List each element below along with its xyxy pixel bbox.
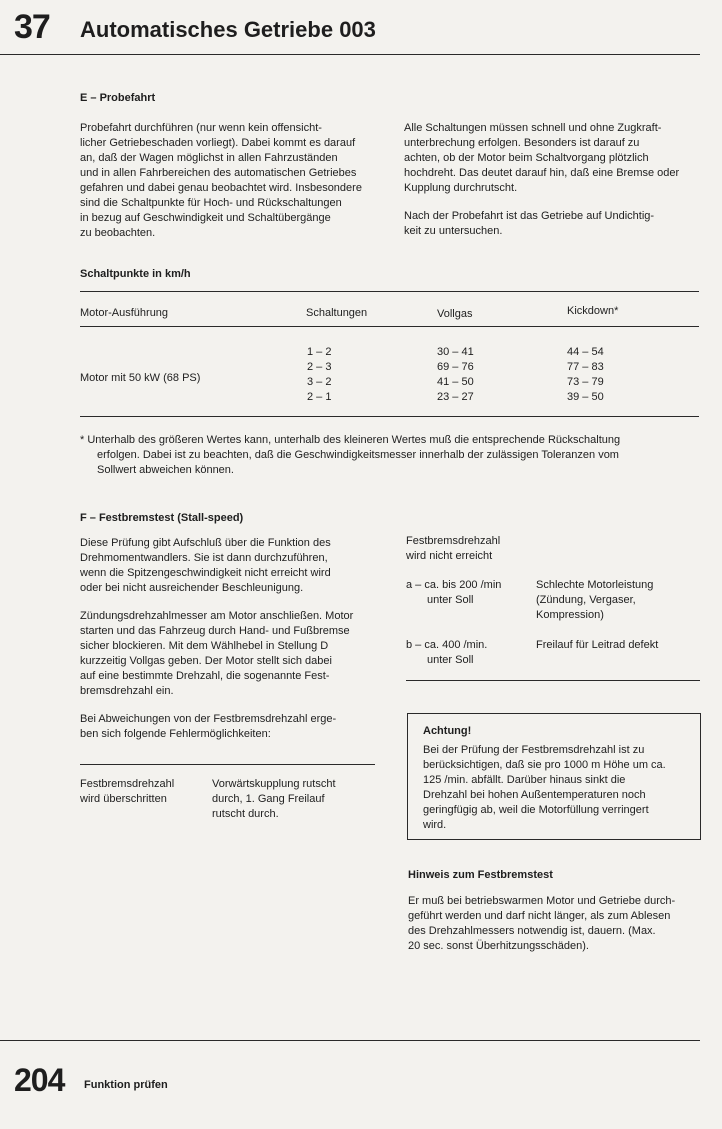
column-header-kickdown: Kickdown* (567, 305, 619, 317)
text-line: in bezug auf Geschwindigkeit und Schaltübergänge (80, 212, 331, 224)
fault-rule-left (80, 764, 375, 765)
table-cell: 69 – 76 (437, 361, 474, 373)
text-line: 125 /min. abfällt. Darüber hinaus sinkt die (423, 774, 626, 786)
text-line: Nach der Probefahrt ist das Getriebe auf Undichtig- (404, 210, 655, 222)
text-line: gefahren und dabei genau beobachtet wird. Insbesondere (80, 182, 362, 194)
fault-exceeded-label (80, 777, 174, 807)
table-cell: 23 – 27 (437, 391, 474, 403)
text-line: Bei der Prüfung der Festbremsdrehzahl ist zu (423, 744, 645, 756)
footer-rule (0, 1040, 700, 1041)
text-line: Drehzahl bei hohen Außentemperaturen noch (423, 789, 646, 801)
section-e-left-text (80, 121, 400, 241)
text-line: oder bei nicht ausreichender Beschleunigung. (80, 582, 304, 594)
text-line: Schlechte Motorleistung (536, 579, 654, 591)
table-bottom-rule (80, 416, 699, 417)
case-a-label (406, 578, 501, 608)
text-line: Vorwärtskupplung rutscht (212, 778, 336, 790)
motor-cell: Motor mit 50 kW (68 PS) (80, 372, 201, 384)
table-cell: 41 – 50 (437, 376, 474, 388)
text-line: Kompression) (536, 609, 604, 621)
text-line: unter Soll (427, 594, 474, 606)
table-cell: 44 – 54 (567, 346, 604, 358)
text-line: licher Getriebeschaden vorliegt). Dabei kommt es darauf (80, 137, 356, 149)
table-cell: 2 – 3 (307, 361, 332, 373)
text-line: Festbremsdrehzahl (80, 778, 175, 790)
text-line: b – ca. 400 /min. (406, 639, 488, 651)
text-line: wird nicht erreicht (406, 550, 493, 562)
vollgas-column (437, 345, 474, 405)
text-line: erfolgen. Dabei ist zu beachten, daß die Geschwindigkeitsmesser innerhalb der zulässigen Toleranzen vom (97, 449, 619, 461)
text-line: Sollwert abweichen können. (97, 464, 234, 476)
text-line: ben sich folgende Fehlermöglichkeiten: (80, 728, 271, 740)
text-line: rutscht durch. (212, 808, 279, 820)
fault-not-reached-label (406, 534, 500, 564)
section-f-procedure (80, 609, 390, 699)
column-header-motor: Motor-Ausführung (80, 307, 169, 319)
text-line: Probefahrt durchführen (nur wenn kein offensicht- (80, 122, 322, 134)
fault-rule-right (406, 680, 700, 681)
section-e-right-text (404, 121, 714, 196)
text-line: starten und das Fahrzeug durch Hand- und Fußbremse (80, 625, 350, 637)
case-b-cause (536, 638, 658, 653)
footer-label: Funktion prüfen (84, 1079, 168, 1091)
text-line: Freilauf für Leitrad defekt (536, 639, 659, 651)
chapter-number: 37 (14, 8, 50, 46)
text-line: geführt werden und darf nicht länger, als zum Ablesen (408, 910, 671, 922)
case-b-label (406, 638, 487, 668)
schaltungen-column (307, 345, 331, 405)
page-number: 204 (14, 1062, 65, 1098)
text-line: an, daß der Wagen möglichst in allen Fahrzuständen (80, 152, 338, 164)
text-line: geringfügig ab, weil die Motorfüllung verringert (423, 804, 649, 816)
text-line: wird. (423, 819, 447, 831)
text-line: achten, ob der Motor beim Schaltvorgang plötzlich (404, 152, 649, 164)
text-line: des Drehzahlmessers notwendig ist, dauern. (Max. (408, 925, 656, 937)
table-top-rule (80, 291, 699, 292)
hinweis-text (408, 894, 713, 954)
text-line: (Zündung, Vergaser, (536, 594, 636, 606)
section-f-intro (80, 536, 390, 596)
text-line: auf eine bestimmte Drehzahl, die sogenannte Fest- (80, 670, 330, 682)
table-cell: 77 – 83 (567, 361, 604, 373)
schaltpunkte-heading: Schaltpunkte in km/h (80, 268, 191, 280)
fault-exceeded-cause (212, 777, 336, 822)
column-header-schaltungen: Schaltungen (306, 307, 368, 319)
page-title: Automatisches Getriebe 003 (80, 17, 376, 42)
section-f-heading: F – Festbremstest (Stall-speed) (80, 512, 244, 524)
text-line: unter Soll (427, 654, 474, 666)
table-header-rule (80, 326, 699, 327)
text-line: wird überschritten (80, 793, 167, 805)
table-cell: 2 – 1 (307, 391, 332, 403)
text-line: Festbremsdrehzahl (406, 535, 501, 547)
text-line: kurzzeitig Vollgas geben. Der Motor stellt sich dabei (80, 655, 332, 667)
text-line: keit zu untersuchen. (404, 225, 503, 237)
text-line: Bei Abweichungen von der Festbremsdrehzahl erge- (80, 713, 337, 725)
text-line: zu beobachten. (80, 227, 156, 239)
table-cell: 1 – 2 (307, 346, 332, 358)
table-cell: 73 – 79 (567, 376, 604, 388)
section-f-deviation (80, 712, 390, 742)
text-line: hochdreht. Das deutet darauf hin, daß eine Bremse oder (404, 167, 680, 179)
achtung-box (407, 713, 701, 840)
section-e-heading: E – Probefahrt (80, 92, 156, 104)
kickdown-column (567, 345, 604, 405)
text-line: sicher blockieren. Mit dem Wählhebel in Stellung D (80, 640, 329, 652)
text-line: bremsdrehzahl ein. (80, 685, 174, 697)
table-footnote (80, 433, 710, 478)
table-cell: 39 – 50 (567, 391, 604, 403)
text-line: Drehmomentwandlers. Sie ist dann durchzuführen, (80, 552, 328, 564)
text-line: 20 sec. sonst Überhitzungsschäden). (408, 940, 589, 952)
section-e-right-note (404, 209, 714, 239)
header-rule (0, 54, 700, 55)
text-line: wenn die Spitzengeschwindigkeit nicht erreicht wird (80, 567, 331, 579)
text-line: und in allen Fahrbereichen des automatischen Getriebes (80, 167, 357, 179)
text-line: a – ca. bis 200 /min (406, 579, 502, 591)
achtung-title: Achtung! (423, 725, 472, 737)
text-line: Er muß bei betriebswarmen Motor und Getriebe durch- (408, 895, 676, 907)
text-line: durch, 1. Gang Freilauf (212, 793, 325, 805)
case-a-cause (536, 578, 653, 623)
text-line: * Unterhalb des größeren Wertes kann, unterhalb des kleineren Wertes muß die entsprechende Rückschaltung (80, 434, 621, 446)
text-line: Diese Prüfung gibt Aufschluß über die Funktion des (80, 537, 331, 549)
text-line: berücksichtigen, daß sie pro 1000 m Höhe um ca. (423, 759, 666, 771)
text-line: sind die Schaltpunkte für Hoch- und Rückschaltungen (80, 197, 342, 209)
column-header-vollgas: Vollgas (437, 308, 473, 320)
text-line: Zündungsdrehzahlmesser am Motor anschließen. Motor (80, 610, 354, 622)
table-cell: 3 – 2 (307, 376, 332, 388)
text-line: Kupplung durchrutscht. (404, 182, 518, 194)
hinweis-title: Hinweis zum Festbremstest (408, 869, 553, 881)
table-cell: 30 – 41 (437, 346, 474, 358)
text-line: Alle Schaltungen müssen schnell und ohne Zugkraft- (404, 122, 662, 134)
text-line: unterbrechung erfolgen. Besonders ist darauf zu (404, 137, 640, 149)
achtung-text (423, 743, 695, 833)
